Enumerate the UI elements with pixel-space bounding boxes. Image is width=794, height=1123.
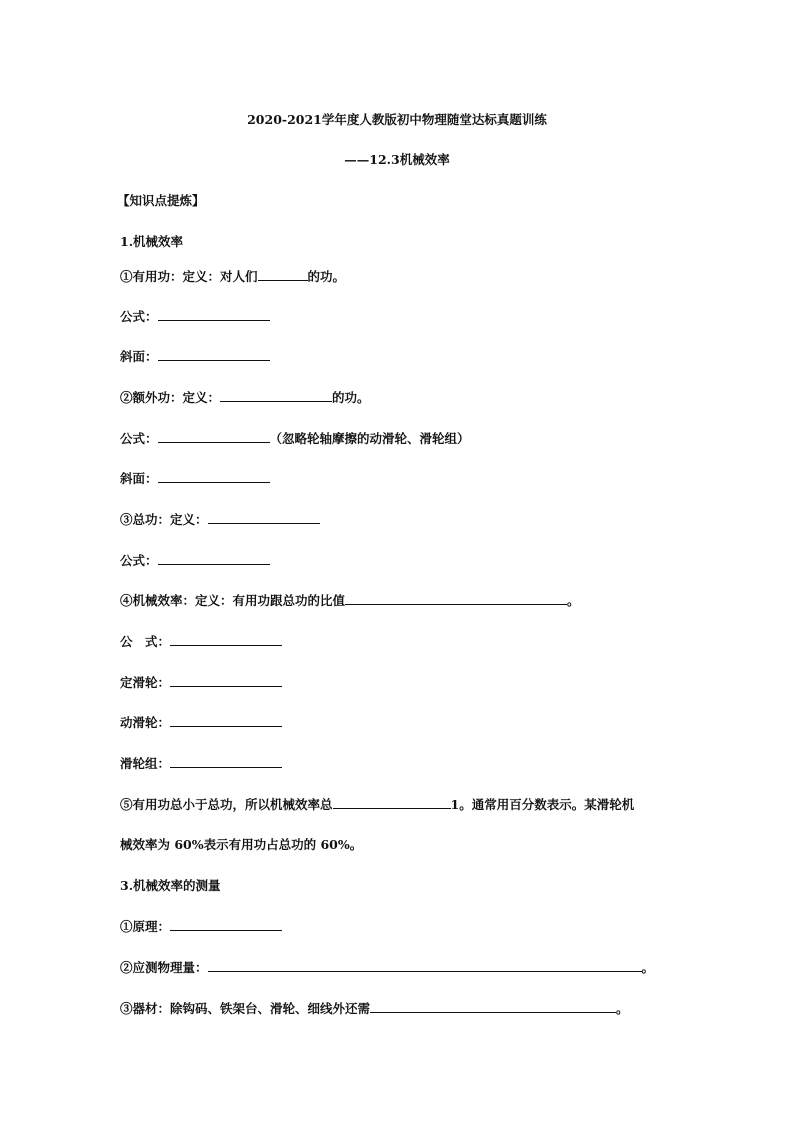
heading-mechanical-efficiency: 1.机械效率 <box>120 234 184 249</box>
measured-quantities-suffix: 。 <box>641 960 655 975</box>
extra-incline-label: 斜面： <box>120 471 158 486</box>
extra-incline-blank[interactable] <box>158 470 270 483</box>
principle-label: ①原理： <box>120 919 171 934</box>
principle-blank[interactable] <box>170 918 282 931</box>
document-title: 2020-2021学年度人教版初中物理随堂达标真题训练 <box>247 112 547 127</box>
extra-work-definition <box>120 389 370 406</box>
total-work-blank[interactable] <box>208 511 320 524</box>
efficiency-note <box>120 796 634 813</box>
extra-work-blank[interactable] <box>220 389 332 402</box>
note-text-b: 1。通常用百分数表示。某滑轮机 <box>450 797 635 812</box>
movable-pulley-label: 动滑轮： <box>120 715 171 730</box>
extra-formula-note: （忽略轮轴摩擦的动滑轮、滑轮组） <box>269 431 470 446</box>
note-blank[interactable] <box>333 796 451 809</box>
pulley-group-row <box>120 755 282 772</box>
equipment-blank[interactable] <box>370 1000 616 1013</box>
total-formula-blank[interactable] <box>158 552 270 565</box>
equipment-suffix: 。 <box>616 1001 629 1016</box>
equipment-label: ③器材：除钩码、铁架台、滑轮、细线外还需 <box>120 1001 371 1016</box>
pulley-group-label: 滑轮组： <box>120 756 171 771</box>
total-work-formula <box>120 552 270 569</box>
useful-work-suffix: 的功。 <box>307 269 346 284</box>
efficiency-blank[interactable] <box>345 592 567 605</box>
efficiency-formula <box>120 633 282 650</box>
measured-quantities-label: ②应测物理量： <box>120 960 208 975</box>
useful-work-label: ①有用功：定义：对人们 <box>120 269 258 284</box>
total-work-definition <box>120 511 320 528</box>
document-subtitle: ——12.3机械效率 <box>344 152 450 167</box>
extra-work-suffix: 的功。 <box>332 390 370 405</box>
equipment-row <box>120 1000 629 1017</box>
efficiency-definition <box>120 592 580 609</box>
total-work-label: ③总功：定义： <box>120 512 208 527</box>
principle-row <box>120 918 282 935</box>
useful-formula-label: 公式： <box>120 309 158 324</box>
pulley-group-blank[interactable] <box>170 755 282 768</box>
useful-work-incline <box>120 348 270 365</box>
fixed-pulley-blank[interactable] <box>170 674 282 687</box>
efficiency-formula-label: 公 式： <box>120 634 171 649</box>
movable-pulley-blank[interactable] <box>170 714 282 727</box>
useful-work-definition <box>120 268 345 285</box>
useful-incline-label: 斜面： <box>120 349 158 364</box>
extra-formula-blank[interactable] <box>158 430 270 443</box>
useful-work-formula <box>120 308 270 325</box>
fixed-pulley-row <box>120 674 282 691</box>
useful-incline-blank[interactable] <box>158 348 270 361</box>
extra-formula-label: 公式： <box>120 431 158 446</box>
heading-efficiency-measurement: 3.机械效率的测量 <box>120 878 221 893</box>
section-header: 【知识点提炼】 <box>117 193 205 208</box>
useful-formula-blank[interactable] <box>158 308 270 321</box>
efficiency-formula-blank[interactable] <box>170 633 282 646</box>
efficiency-label: ④机械效率：定义：有用功跟总功的比值 <box>120 593 346 608</box>
total-formula-label: 公式： <box>120 553 158 568</box>
fixed-pulley-label: 定滑轮： <box>120 675 171 690</box>
efficiency-suffix: 。 <box>567 593 580 608</box>
measured-quantities-blank[interactable] <box>208 959 642 972</box>
useful-work-blank[interactable] <box>258 268 308 281</box>
measured-quantities-row <box>120 959 654 976</box>
extra-work-formula <box>120 430 470 447</box>
extra-work-incline <box>120 470 270 487</box>
efficiency-note-continued: 械效率为 60%表示有用功占总功的 60%。 <box>120 837 363 852</box>
extra-work-label: ②额外功：定义： <box>120 390 221 405</box>
note-text-a: ⑤有用功总小于总功，所以机械效率总 <box>120 797 333 812</box>
movable-pulley-row <box>120 714 282 731</box>
